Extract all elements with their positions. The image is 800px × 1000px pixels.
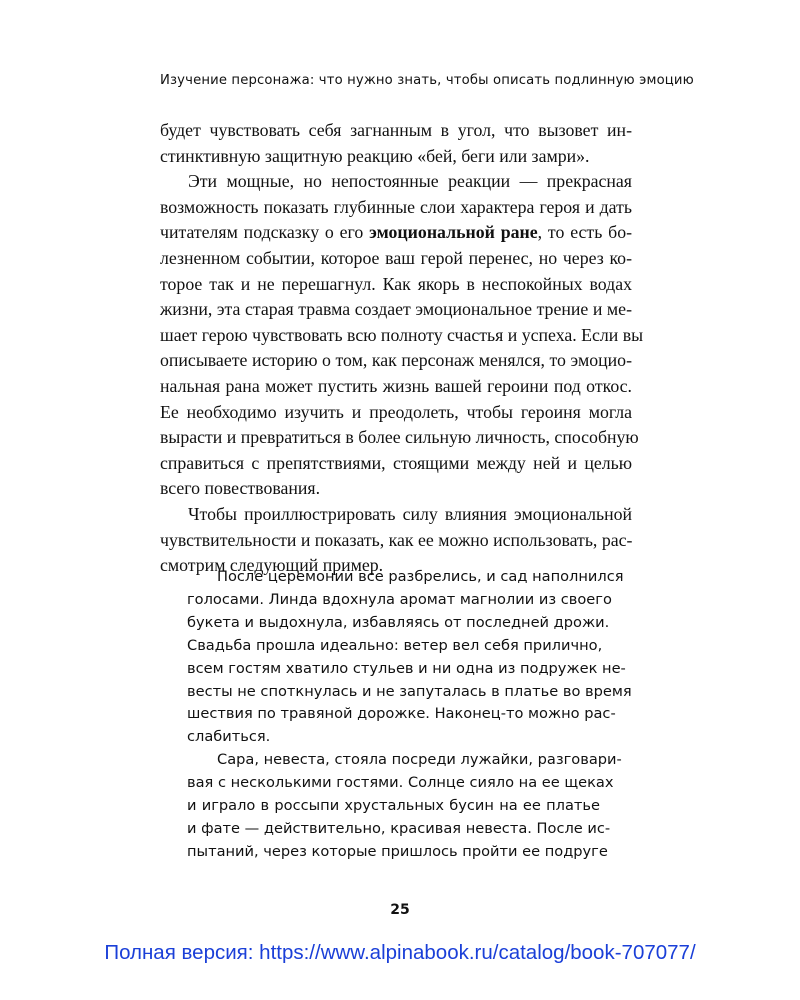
excerpt-line: пытаний, через которые пришлось пройти ее подруге [187, 842, 608, 860]
excerpt-line: шествия по травяной дорожке. Наконец-то можно рас- [187, 705, 616, 723]
excerpt-line: всем гостям хватило стульев и ни одна из подружек не- [187, 659, 626, 677]
text-line: стинктивную защитную реакцию «бей, беги или замри». [160, 145, 590, 166]
text-line: торое так и не перешагнул. Как якорь в неспокойных водах [160, 273, 632, 294]
main-body-text [160, 118, 644, 579]
text-line: смотрим следующий пример. [160, 555, 384, 576]
excerpt-line: После церемонии все разбрелись, и сад наполнился [217, 568, 624, 585]
emphasis-term: эмоциональной ране [369, 222, 538, 243]
text-line: всего повествования. [160, 478, 321, 499]
excerpt-line: Сара, невеста, стояла посреди лужайки, разговари- [217, 751, 622, 769]
text-line: справиться с препятствиями, стоящими между ней и целью [160, 452, 632, 473]
text-line: жизни, эта старая травма создает эмоциональное трение и ме- [160, 299, 632, 320]
page-number: 25 [390, 902, 410, 918]
full-version-link[interactable]: Полная версия: https://www.alpinabook.ru/catalog/book-707077/ [104, 941, 696, 964]
text-line: возможность показать глубинные слои характера героя и дать [160, 196, 632, 217]
example-excerpt [187, 566, 632, 864]
text-line: будет чувствовать себя загнанным в угол, что вызовет ин- [160, 120, 632, 140]
text-line: Чтобы проиллюстрировать силу влияния эмоциональной [188, 503, 632, 524]
running-header: Изучение персонажа: что нужно знать, чтобы описать подлинную эмоцию [160, 73, 694, 88]
text-fragment: читателям подсказку о его [160, 222, 370, 243]
excerpt-line: Свадьба прошла идеально: ветер вел себя прилично, [187, 636, 603, 654]
excerpt-line: и играло в россыпи хрустальных бусин на ее платье [187, 797, 600, 815]
text-fragment: , то есть бо- [537, 222, 633, 243]
excerpt-line: голосами. Линда вдохнула аромат магнолии из своего [187, 590, 612, 608]
text-line: Эти мощные, но непостоянные реакции — прекрасная [188, 171, 632, 192]
text-line: чувствительности и показать, как ее можно использовать, рас- [160, 529, 633, 550]
text-line: Ее необходимо изучить и преодолеть, чтобы героиня могла [160, 401, 632, 422]
text-line: описываете историю о том, как персонаж менялся, то эмоцио- [160, 350, 632, 371]
text-line: вырасти и превратиться в более сильную личность, способную [160, 427, 639, 448]
text-line-with-emphasis [160, 220, 632, 246]
excerpt-line: вая с несколькими гостями. Солнце сияло на ее щеках [187, 774, 614, 792]
text-line: лезненном событии, которое ваш герой перенес, но через ко- [160, 247, 632, 268]
excerpt-line: слабиться. [187, 728, 271, 746]
text-line: нальная рана может пустить жизнь вашей героини под откос. [160, 375, 632, 396]
excerpt-line: и фате — действительно, красивая невеста. После ис- [187, 819, 611, 837]
excerpt-line: весты не споткнулась и не запуталась в платье во время [187, 682, 632, 700]
text-line: шает герою чувствовать всю полноту счастья и успеха. Если вы [160, 324, 644, 345]
excerpt-line: букета и выдохнула, избавляясь от последней дрожи. [187, 613, 610, 631]
